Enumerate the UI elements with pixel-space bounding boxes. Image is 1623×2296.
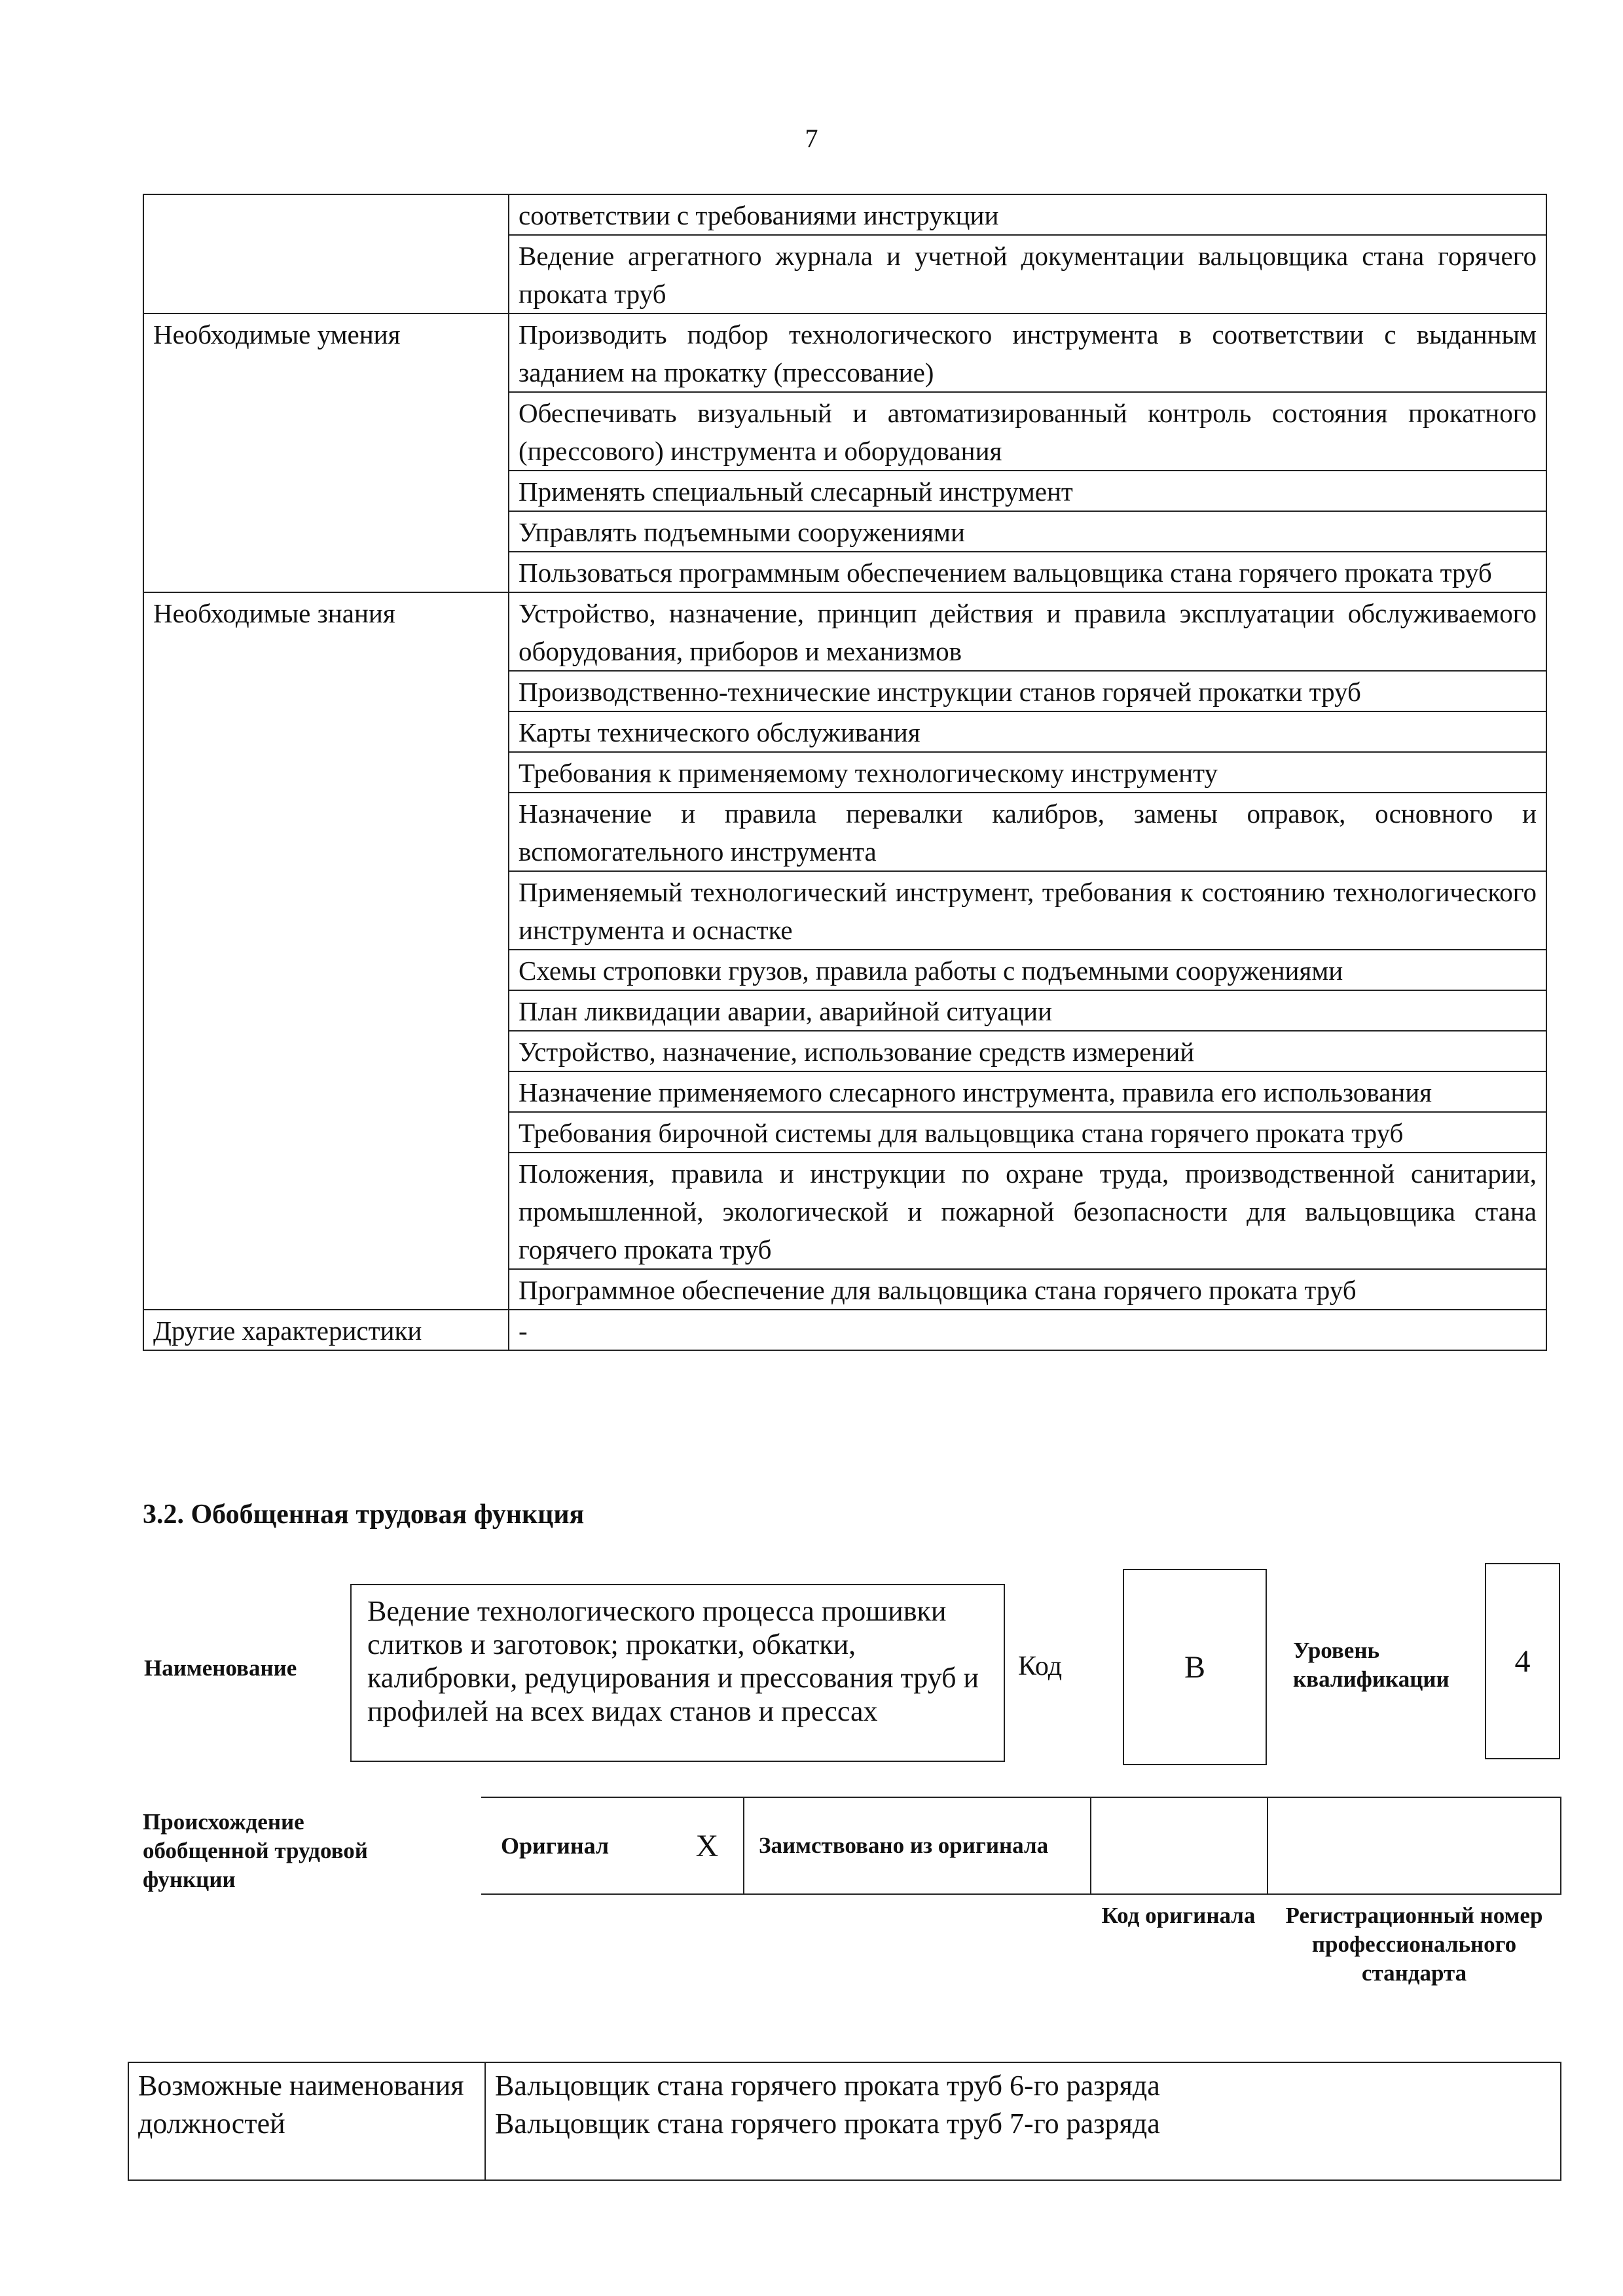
name-value: Ведение технологического процесса прошивки слитков и заготовок; прокатки, обкатки, калибровки, редуцирования и прессования труб и профилей на всех видах станов и прессах bbox=[350, 1584, 1005, 1762]
positions-label: Возможные наименования должностей bbox=[128, 2062, 485, 2180]
row-value: Карты технического обслуживания bbox=[509, 711, 1546, 752]
row-value: Применяемый технологический инструмент, требования к состоянию технологического инструмента и оснастке bbox=[509, 871, 1546, 950]
row-value: Управлять подъемными сооружениями bbox=[509, 511, 1546, 552]
row-value: соответствии с требованиями инструкции bbox=[509, 194, 1546, 235]
row-label: Необходимые умения bbox=[143, 314, 509, 592]
positions-values bbox=[485, 2062, 1561, 2180]
code-original-cell bbox=[1090, 1798, 1267, 1893]
row-value: Ведение агрегатного журнала и учетной документации вальцовщика стана горячего проката труб bbox=[509, 235, 1546, 314]
row-label: Другие характеристики bbox=[143, 1310, 509, 1350]
original-label: Оригинал bbox=[501, 1833, 610, 1859]
position-item: Вальцовщик стана горячего проката труб 7-го разряда bbox=[495, 2108, 1160, 2140]
position-item: Вальцовщик стана горячего проката труб 6-го разряда bbox=[495, 2070, 1160, 2102]
row-value: Применять специальный слесарный инструмент bbox=[509, 471, 1546, 511]
page-number: 7 bbox=[805, 124, 818, 153]
row-value: Обеспечивать визуальный и автоматизированный контроль состояния прокатного (прессового) инструмента и оборудования bbox=[509, 392, 1546, 471]
row-value: Программное обеспечение для вальцовщика стана горячего проката труб bbox=[509, 1269, 1546, 1310]
row-value: Устройство, назначение, использование средств измерений bbox=[509, 1031, 1546, 1071]
table-row bbox=[143, 194, 1546, 235]
origin-row bbox=[481, 1797, 1561, 1895]
row-value: Требования к применяемому технологическому инструменту bbox=[509, 752, 1546, 793]
row-value: - bbox=[509, 1310, 1546, 1350]
section-title: 3.2. Обобщенная трудовая функция bbox=[143, 1499, 585, 1530]
row-value: Устройство, назначение, принцип действия и правила эксплуатации обслуживаемого оборудования, приборов и механизмов bbox=[509, 592, 1546, 671]
table-row bbox=[143, 314, 1546, 392]
row-value: Положения, правила и инструкции по охране труда, производственной санитарии, промышленной, экологической и пожарной безопасности для вальцовщика стана горячего проката труб bbox=[509, 1153, 1546, 1269]
row-label: Необходимые знания bbox=[143, 592, 509, 1310]
row-value: Требования бирочной системы для вальцовщика стана горячего проката труб bbox=[509, 1112, 1546, 1153]
level-label: Уровень квалификации bbox=[1293, 1638, 1450, 1692]
code-value: B bbox=[1123, 1569, 1267, 1765]
row-value: План ликвидации аварии, аварийной ситуации bbox=[509, 990, 1546, 1031]
requirements-table bbox=[143, 194, 1547, 1351]
reg-number-caption: Регистрационный номер профессионального стандарта bbox=[1285, 1903, 1543, 1986]
table-row bbox=[143, 1310, 1546, 1350]
row-label bbox=[143, 194, 509, 314]
level-value: 4 bbox=[1485, 1563, 1560, 1759]
row-value: Назначение и правила перевалки калибров, замены оправок, основного и вспомогательного инструмента bbox=[509, 793, 1546, 871]
code-original-caption: Код оригинала bbox=[1101, 1903, 1256, 1928]
row-value: Производственно-технические инструкции станов горячей прокатки труб bbox=[509, 671, 1546, 711]
row-value: Производить подбор технологического инструмента в соответствии с выданным заданием на прокатку (прессование) bbox=[509, 314, 1546, 392]
table-row bbox=[143, 592, 1546, 671]
reg-number-cell bbox=[1267, 1798, 1561, 1893]
row-value: Схемы строповки грузов, правила работы с подъемными сооружениями bbox=[509, 950, 1546, 990]
row-value: Пользоваться программным обеспечением вальцовщика стана горячего проката труб bbox=[509, 552, 1546, 592]
name-label: Наименование bbox=[144, 1655, 297, 1681]
row-value: Назначение применяемого слесарного инструмента, правила его использования bbox=[509, 1071, 1546, 1112]
positions-table bbox=[128, 2062, 1561, 2181]
code-label: Код bbox=[1018, 1651, 1063, 1681]
original-mark: X bbox=[695, 1828, 719, 1863]
origin-label: Происхождение обобщенной трудовой функции bbox=[143, 1809, 368, 1892]
borrowed-label: Заимствовано из оригинала bbox=[743, 1798, 1090, 1893]
